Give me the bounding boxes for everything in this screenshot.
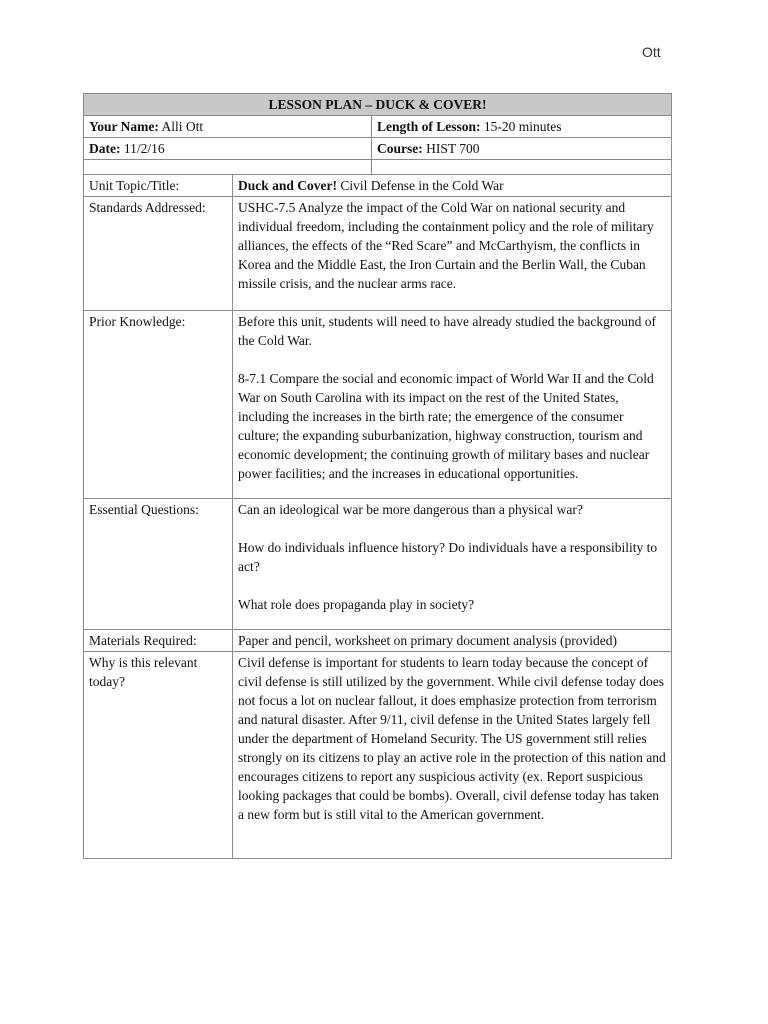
- course-value: HIST 700: [426, 141, 480, 156]
- standards-row: [84, 197, 672, 311]
- standards-label: Standards Addressed:: [84, 197, 233, 311]
- course-label: Course:: [377, 141, 423, 156]
- standards-text: USHC-7.5 Analyze the impact of the Cold War on national security and individual freedom, including the containment policy and the role of military alliances, the effects of the “Red Scare” and McCarthyism, the conflicts in Korea and the Middle East, the Iron Curtain and the Berlin Wall, the Cuban missile crisis, and the nuclear arms race.: [238, 200, 654, 291]
- your-name-label: Your Name:: [89, 119, 159, 134]
- unit-topic-bold: Duck and Cover!: [238, 178, 338, 193]
- relevance-value: [233, 652, 672, 859]
- essential-questions-value: [233, 499, 672, 630]
- lesson-plan-title: LESSON PLAN – DUCK & COVER!: [84, 94, 672, 116]
- essential-questions-label: Essential Questions:: [84, 499, 233, 630]
- prior-knowledge-value: [233, 311, 672, 499]
- prior-knowledge-label: Prior Knowledge:: [84, 311, 233, 499]
- materials-row: [84, 630, 672, 652]
- name-length-row: [84, 116, 672, 138]
- unit-topic-label: Unit Topic/Title:: [84, 175, 233, 197]
- length-label: Length of Lesson:: [377, 119, 481, 134]
- page-header-surname: Ott: [642, 44, 661, 60]
- prior-knowledge-p1: Before this unit, students will need to have already studied the background of the Cold War.: [238, 314, 657, 348]
- relevance-label: Why is this relevant today?: [84, 652, 233, 859]
- your-name-cell: [84, 116, 372, 138]
- length-value: 15-20 minutes: [483, 119, 562, 134]
- blank-row: [84, 160, 672, 175]
- date-course-row: [84, 138, 672, 160]
- standards-value: [233, 197, 672, 311]
- prior-knowledge-row: [84, 311, 672, 499]
- your-name-value: Alli Ott: [161, 119, 204, 134]
- blank-cell-right: [372, 160, 672, 175]
- materials-value: Paper and pencil, worksheet on primary document analysis (provided): [233, 630, 672, 652]
- unit-topic-value: [233, 175, 672, 197]
- materials-label: Materials Required:: [84, 630, 233, 652]
- lesson-plan-table: [83, 93, 672, 859]
- unit-topic-row: [84, 175, 672, 197]
- course-cell: [372, 138, 672, 160]
- date-value: 11/2/16: [123, 141, 165, 156]
- essential-question-1: Can an ideological war be more dangerous than a physical war?: [238, 502, 583, 517]
- relevance-row: [84, 652, 672, 859]
- unit-topic-rest: Civil Defense in the Cold War: [340, 178, 504, 193]
- title-row: [84, 94, 672, 116]
- length-cell: [372, 116, 672, 138]
- blank-cell-left: [84, 160, 372, 175]
- relevance-text: Civil defense is important for students to learn today because the concept of civil defense is still utilized by the government. While civil defense today does not focus a lot on nuclear fallout, it does emphasize protection from terrorism and natural disaster. After 9/11, civil defense in the United States largely fell under the department of Homeland Security. The US government still relies strongly on its citizens to play an active role in the protection of this nation and encourages citizens to report any suspicious activity (ex. Report suspicious looking packages that could be bombs). Overall, civil defense today has taken a new form but is still vital to the American government.: [238, 655, 666, 822]
- essential-question-3: What role does propaganda play in society?: [238, 597, 475, 612]
- essential-questions-row: [84, 499, 672, 630]
- date-label: Date:: [89, 141, 121, 156]
- essential-question-2: How do individuals influence history? Do individuals have a responsibility to act?: [238, 540, 658, 574]
- date-cell: [84, 138, 372, 160]
- prior-knowledge-p2: 8-7.1 Compare the social and economic impact of World War II and the Cold War on South Carolina with its impact on the rest of the United States, including the increases in the birth rate; the emergence of the consumer culture; the expanding suburbanization, highway construction, tourism and economic development; the continuing growth of military bases and nuclear power facilities; and the increases in educational opportunities.: [238, 371, 654, 481]
